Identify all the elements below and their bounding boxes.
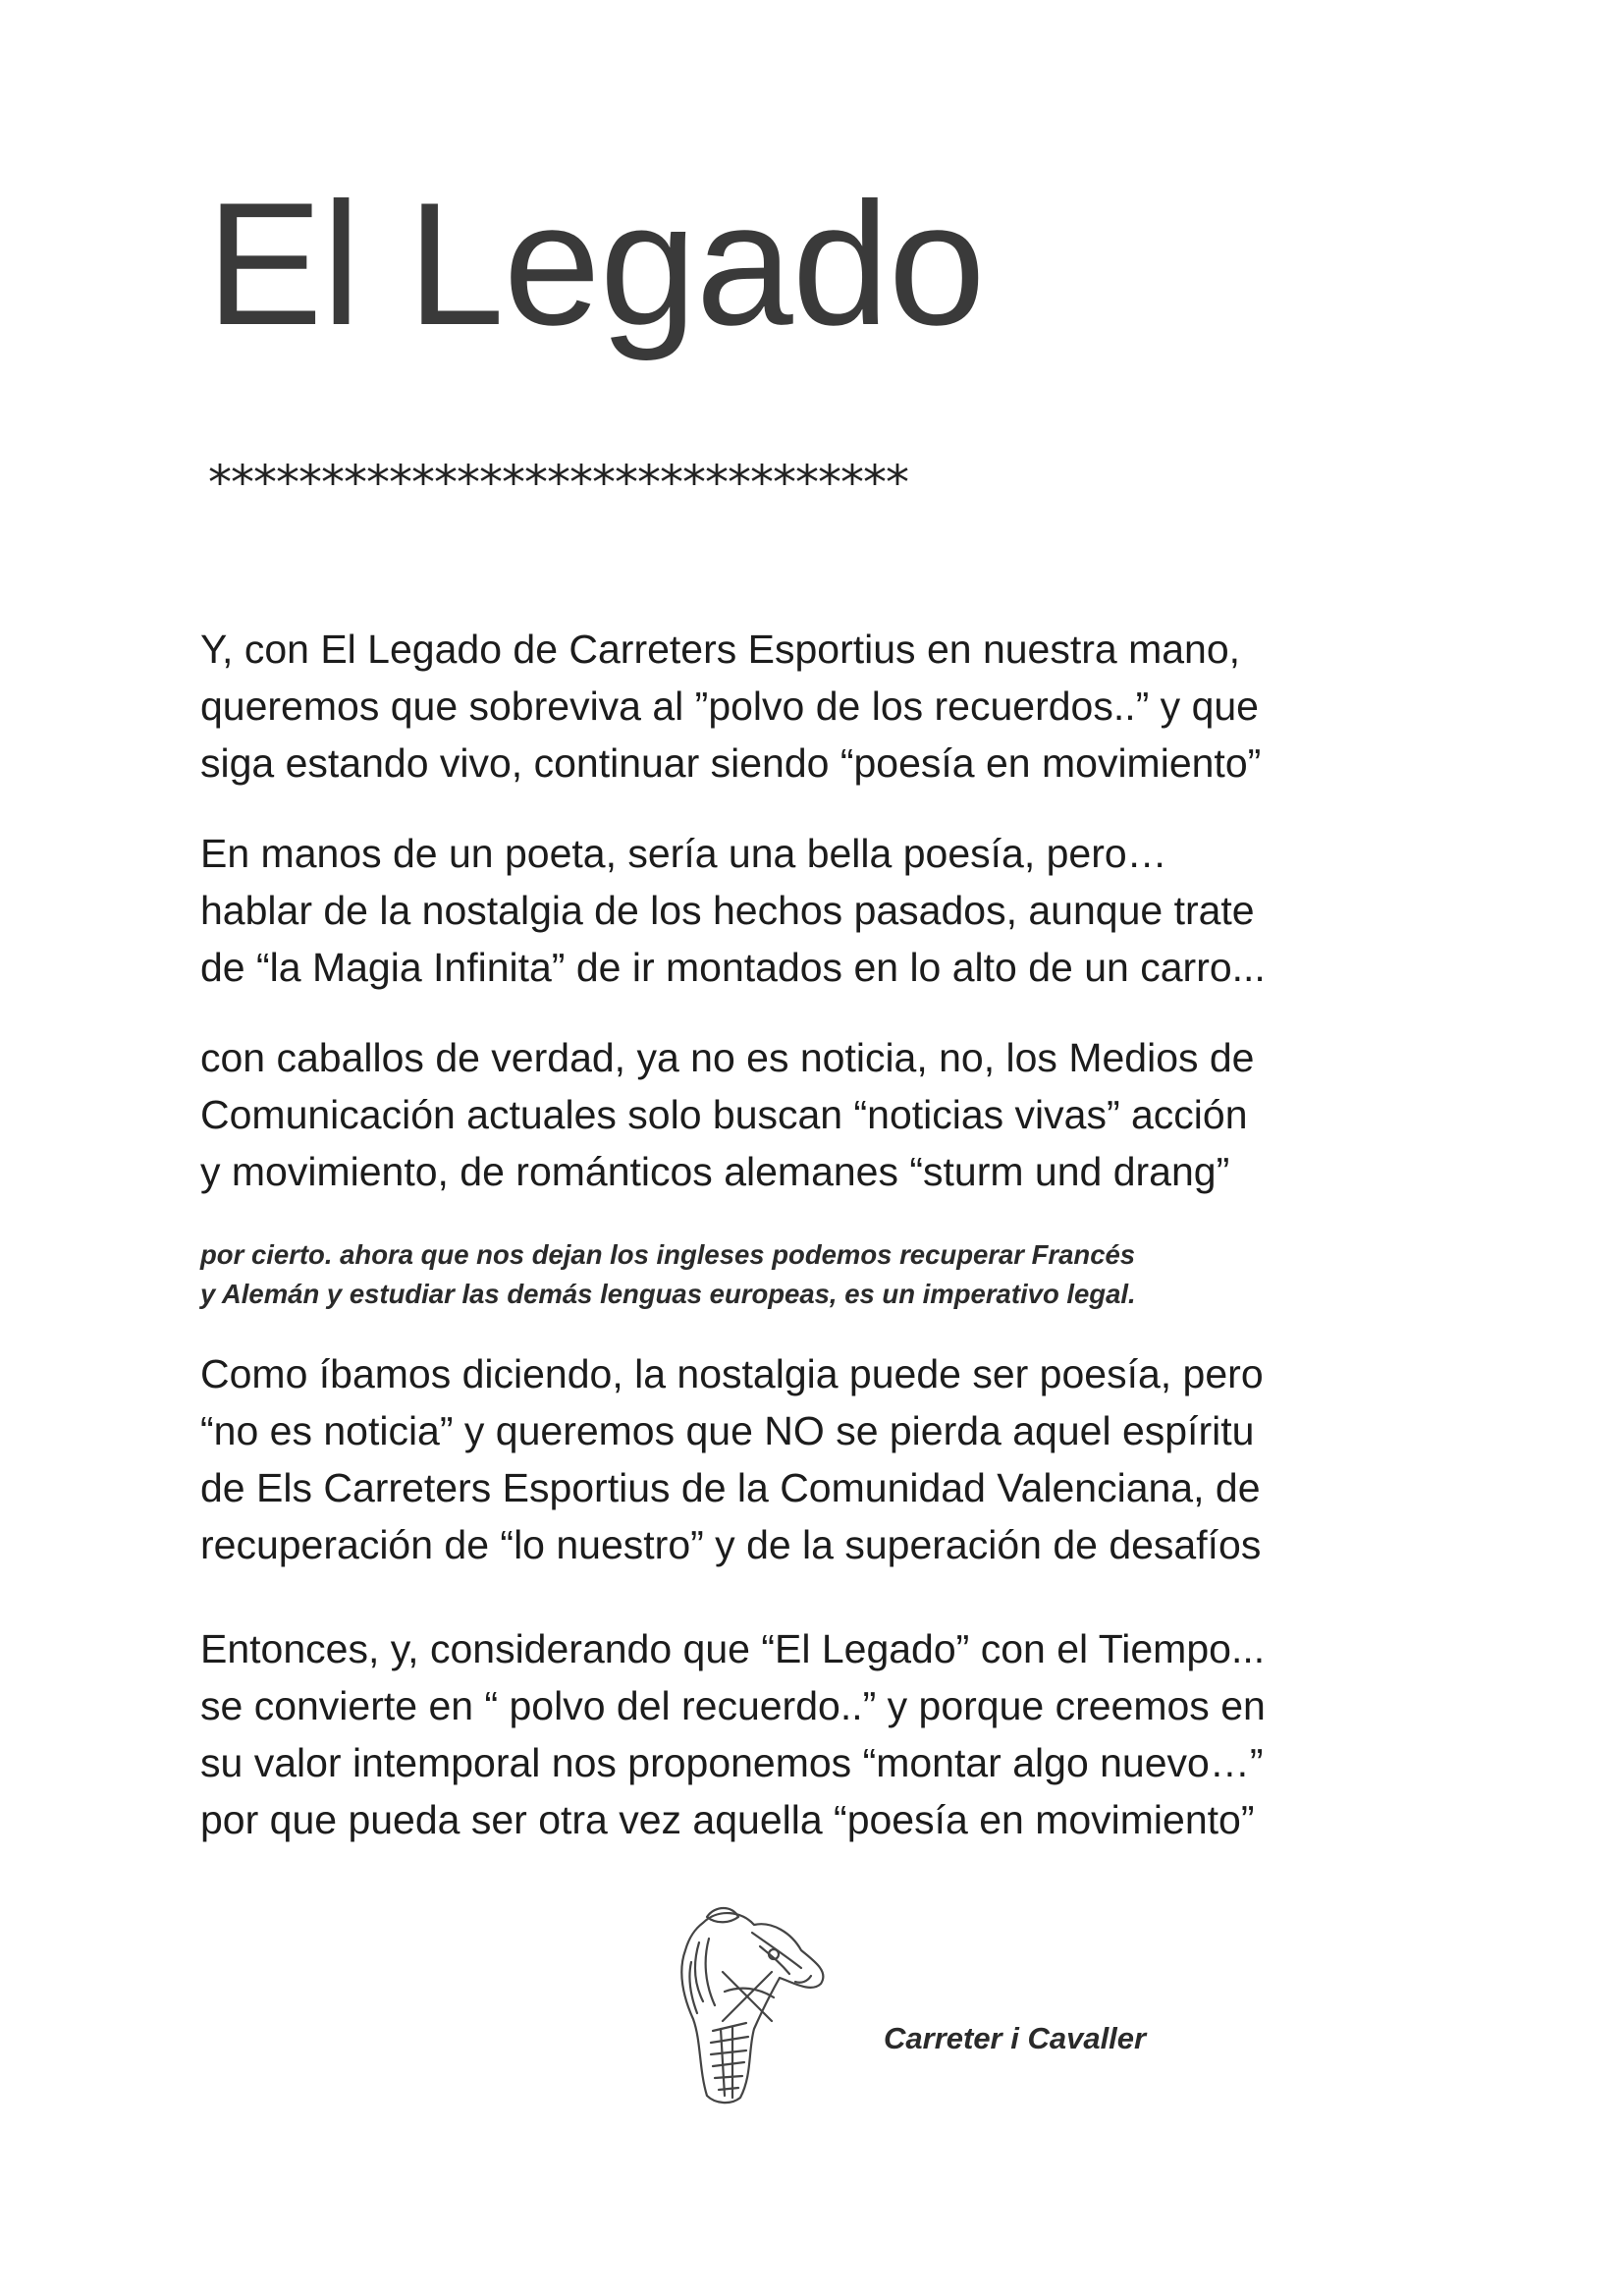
paragraph-line: hablar de la nostalgia de los hechos pasados, aunque trate [200,888,1255,933]
paragraph-6 [200,1620,1266,1848]
asterisk-separator: ******************************* [208,456,908,511]
paragraph-line: de “la Magia Infinita” de ir montados en lo alto de un carro... [200,945,1266,990]
paragraph-line: Y, con El Legado de Carreters Esportius en nuestra mano, [200,627,1241,672]
paragraph-line: siga estando vivo, continuar siendo “poesía en movimiento” [200,740,1262,786]
paragraph-line: su valor intemporal nos proponemos “montar algo nuevo…” [200,1740,1264,1785]
paragraph-1 [200,621,1261,792]
paragraph-line: Comunicación actuales solo buscan “noticias vivas” acción [200,1092,1248,1137]
note-line: por cierto. ahora que nos dejan los ingleses podemos recuperar Francés [200,1239,1136,1270]
note-line: y Alemán y estudiar las demás lenguas europeas, es un imperativo legal. [200,1279,1136,1309]
page-title: El Legado [206,166,985,361]
paragraph-line: Entonces, y, considerando que “El Legado” con el Tiempo... [200,1626,1266,1671]
paragraph-line: queremos que sobreviva al ”polvo de los recuerdos..” y que [200,683,1259,729]
signature: Carreter i Cavaller [884,2021,1147,2055]
paragraph-line: recuperación de “lo nuestro” y de la superación de desafíos [200,1522,1262,1567]
paragraph-5 [200,1345,1264,1573]
paragraph-3 [200,1029,1255,1200]
paragraph-line: se convierte en “ polvo del recuerdo..” y porque creemos en [200,1683,1266,1728]
paragraph-line: con caballos de verdad, ya no es noticia, no, los Medios de [200,1035,1255,1080]
paragraph-line: En manos de un poeta, sería una bella poesía, pero… [200,831,1167,876]
paragraph-line: “no es noticia” y queremos que NO se pierda aquel espíritu [200,1408,1255,1453]
paragraph-2 [200,825,1266,996]
paragraph-line: de Els Carreters Esportius de la Comunidad Valenciana, de [200,1465,1261,1510]
italic-note [200,1235,1136,1314]
paragraph-line: por que pueda ser otra vez aquella “poesía en movimiento” [200,1797,1255,1842]
horse-head-sketch-icon [664,1903,840,2109]
paragraph-line: y movimiento, de románticos alemanes “sturm und drang” [200,1149,1230,1194]
paragraph-line: Como íbamos diciendo, la nostalgia puede ser poesía, pero [200,1351,1264,1396]
